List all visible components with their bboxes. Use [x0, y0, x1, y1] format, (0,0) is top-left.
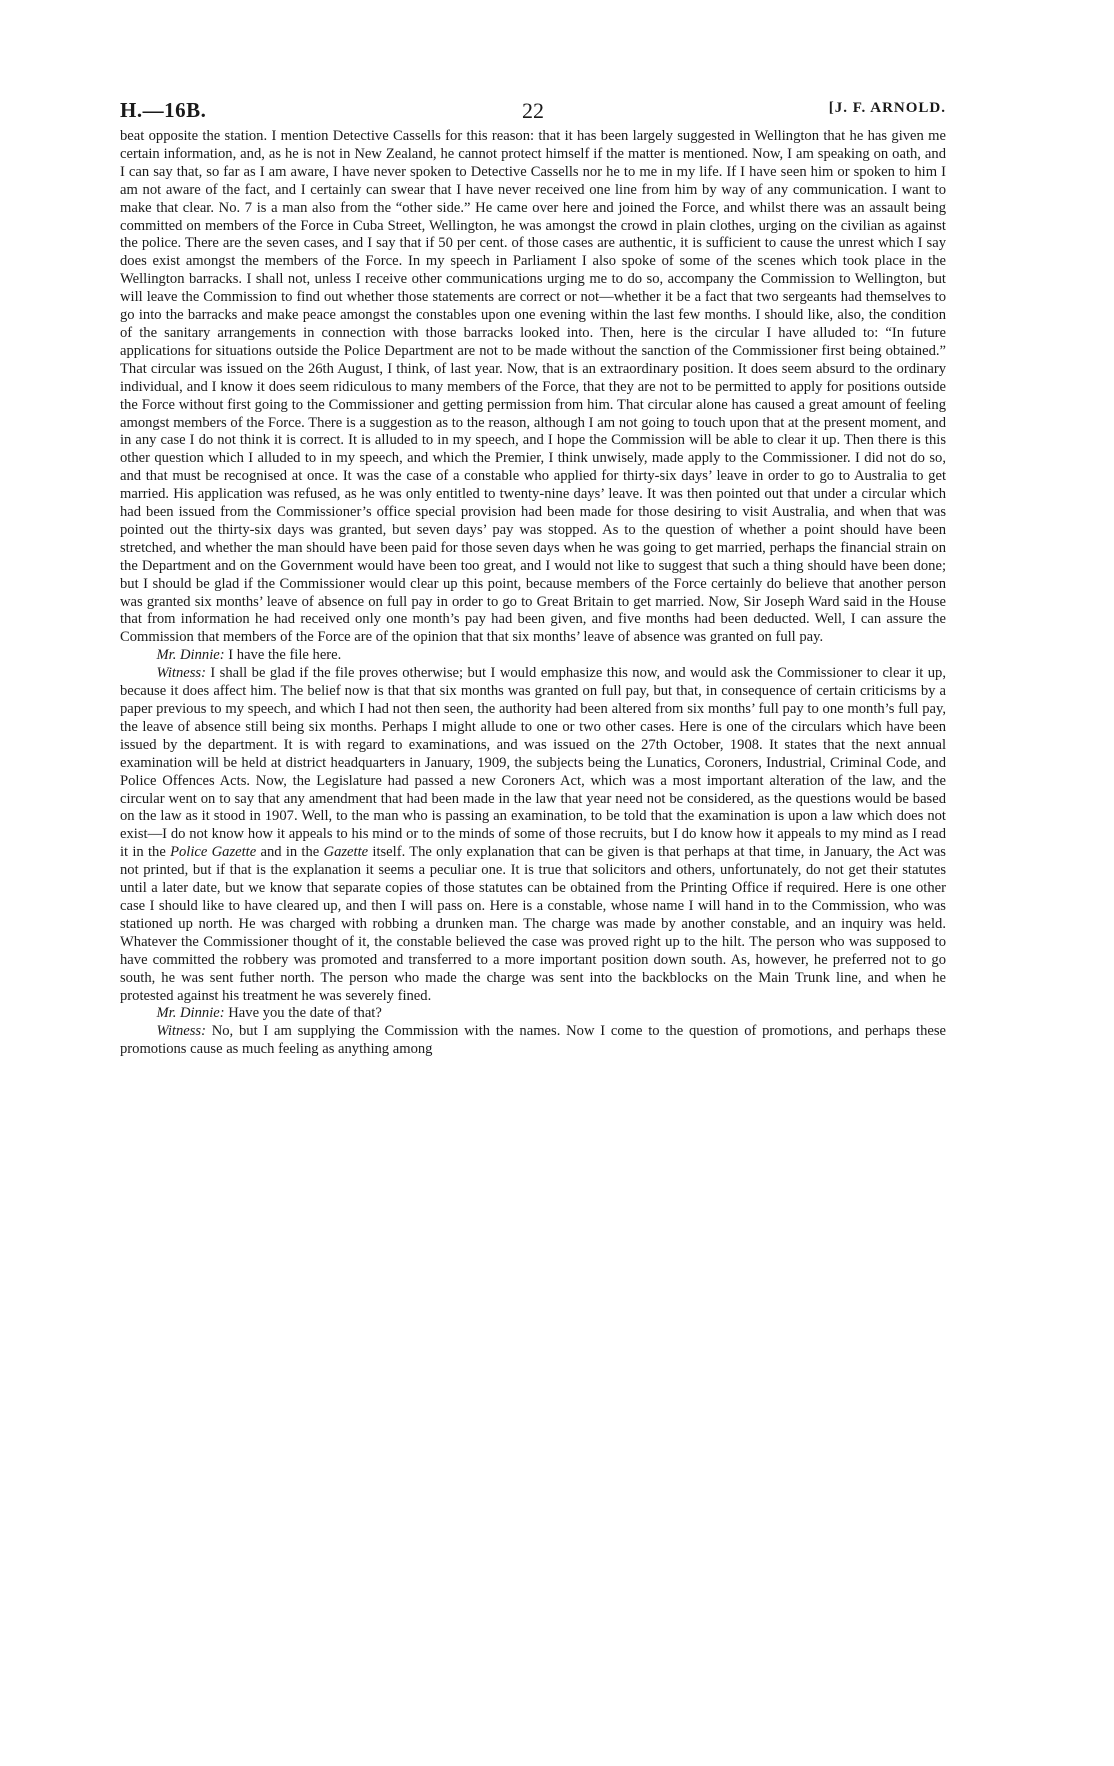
- speaker-text: itself. The only explanation that can be given is that perhaps at that time, in January, the Act was not printed, but if that is the explanation it seems a peculiar one. It is true that solicitors and others, unfortunately, do not get their statutes until a later date, but we know that separate copies of those statutes can be obtained from the Printing Office if required. Here is one other case I should like to have cleared up, and then I will pass on. Here is a constable, whose name I will hand in to the Commission, who was stationed up north. He was charged with robbing a drunken man. The charge was made by another constable, and an inquiry was held. Whatever the Commissioner thought of it, the constable believed the case was proved right up to the hilt. The person who was supposed to have committed the robbery was promoted and transferred to a more important position down south. As, however, he preferred not to go south, he was sent futher north. The person who made the charge was sent into the backblocks on the Main Trunk line, and when he protested against his treatment he was severely fined.: [120, 844, 946, 1004]
- speaker-label: Mr. Dinnie:: [156, 1005, 225, 1022]
- paragraph-testimony-1: beat opposite the station. I mention Detective Cassells for this reason: that it has been largely suggested in Wellington that he has given me certain information, and, as he is not in New Zealand, he cannot protect himself if the matter is mentioned. Now, I am speaking on oath, and I can say that, so far as I am aware, I have never spoken to Detective Cassells nor he to me in my life. If I have seen him or spoken to him I am not aware of the fact, and I certainly can swear that I have never received one line from him by way of any communication. I want to make that clear. No. 7 is a man also from the “other side.” He came over here and joined the Force, and whilst there was an assault being committed on members of the Force in Cuba Street, Wellington, he was amongst the crowd in plain clothes, urging on the civilian as against the police. There are the seven cases, and I say that if 50 per cent. of those cases are authentic, it is sufficient to cause the unrest which I say does exist amongst the members of the Force. In my speech in Parliament I also spoke of some of the scenes which took place in the Wellington barracks. I shall not, unless I receive other communications urging me to do so, accompany the Commission to Wellington, but will leave the Commission to find out whether those statements are correct or not—whether it be a fact that two sergeants had themselves to go into the barracks and make peace amongst the constables upon one evening within the last few months. I should like, also, the condition of the sanitary arrangements in connection with those barracks looked into. Then, here is the circular I have alluded to: “In future applications for situations outside the Police Department are not to be made without the sanction of the Commissioner first being obtained.” That circular was issued on the 26th August, I think, of last year. Now, that is an extraordinary position. It does seem absurd to the ordinary individual, and I know it does seem ridiculous to many members of the Force, that they are not to be permitted to apply for positions outside the Force without first going to the Commissioner and getting permission from him. That circular alone has caused a great amount of feeling amongst members of the Force. There is a suggestion as to the reason, although I am not going to touch upon that at the present moment, and in any case I do not think it is correct. It is alluded to in my speech, and I hope the Commission will be able to clear it up. Then there is this other question which I alluded to in my speech, and which the Premier, I think unwisely, made apply to the Commissioner. I did not do so, and that must be recognised at once. It was the case of a constable who applied for thirty-six days’ leave in order to go to Australia to get married. His application was refused, as he was only entitled to twenty-nine days’ leave. It was then pointed out that under a circular which had been issued from the Commissioner’s office special provision had been made for those desiring to visit Australia, and when that was pointed out the thirty-six days was granted, but seven days’ pay was stopped. As to the question of whether a point should have been stretched, and whether the man should have been paid for those seven days when he was going to get married, perhaps the financial strain on the Department and on the Government would have been too great, and I would not like to suggest that such a thing should have been done; but I should be glad if the Commissioner would clear up this point, because members of the Force certainly do believe that another person was granted six months’ leave of absence on full pay in order to go to Great Britain to get married. Now, Sir Joseph Ward said in the House that from information he had received only one month’s pay had been given, and five months had been deducted. Well, I can assure the Commission that members of the Force are of the opinion that that six months’ leave of absence was granted on full pay.: [120, 128, 946, 646]
- paragraph-witness-2: [120, 1023, 946, 1059]
- witness-name-header: [J. F. ARNOLD.: [828, 100, 946, 116]
- document-body: [120, 128, 946, 1059]
- paragraph-exchange-dinnie-2: [120, 1005, 946, 1023]
- speaker-text: I have the file here.: [224, 647, 342, 664]
- paragraph-exchange-dinnie-1: [120, 647, 946, 665]
- speaker-text: No, but I am supplying the Commission with the names. Now I come to the question of promotions, and perhaps these promotions cause as much feeling as anything among: [120, 1023, 946, 1058]
- speaker-text: and in the: [256, 844, 324, 861]
- speaker-label: Witness:: [156, 665, 206, 682]
- speaker-text: I shall be glad if the file proves otherwise; but I would emphasize this now, and would ask the Commissioner to clear it up, because it does affect him. The belief now is that that six months was granted on full pay, but that, in consequence of certain criticisms by a paper previous to my speech, and which I had not then seen, the authority had been altered from six months’ full pay to one month’s full pay, the leave of absence still being six months. Perhaps I might allude to one or two other cases. Here is one of the circulars which have been issued by the department. It is with regard to examinations, and was issued on the 27th October, 1908. It states that the next annual examination will be held at district headquarters in January, 1909, the subjects being the Lunatics, Coroners, Industrial, Criminal Code, and Police Offences Acts. Now, the Legislature had passed a new Coroners Act, which was a most important alteration of the law, and the circular went on to say that any amendment that had been made in the law that year need not be considered, as the questions would be based on the law as it stood in 1907. Well, to the man who is passing an examination, to be told that the examination is upon a law which does not exist—I do not know how it appeals to his mind or to the minds of some of those recruits, but I do know how it appeals to my mind as I read it in the: [120, 665, 946, 861]
- paragraph-witness-1: [120, 665, 946, 1005]
- document-reference: H.—16B.: [120, 98, 207, 122]
- speaker-label: Witness:: [156, 1023, 206, 1040]
- speaker-label: Mr. Dinnie:: [156, 647, 225, 664]
- publication-title-police-gazette: Police Gazette: [170, 844, 257, 861]
- speaker-text: Have you the date of that?: [224, 1005, 382, 1022]
- page-header: [120, 98, 946, 128]
- page-number: 22: [522, 98, 544, 123]
- publication-title-gazette: Gazette: [323, 844, 369, 861]
